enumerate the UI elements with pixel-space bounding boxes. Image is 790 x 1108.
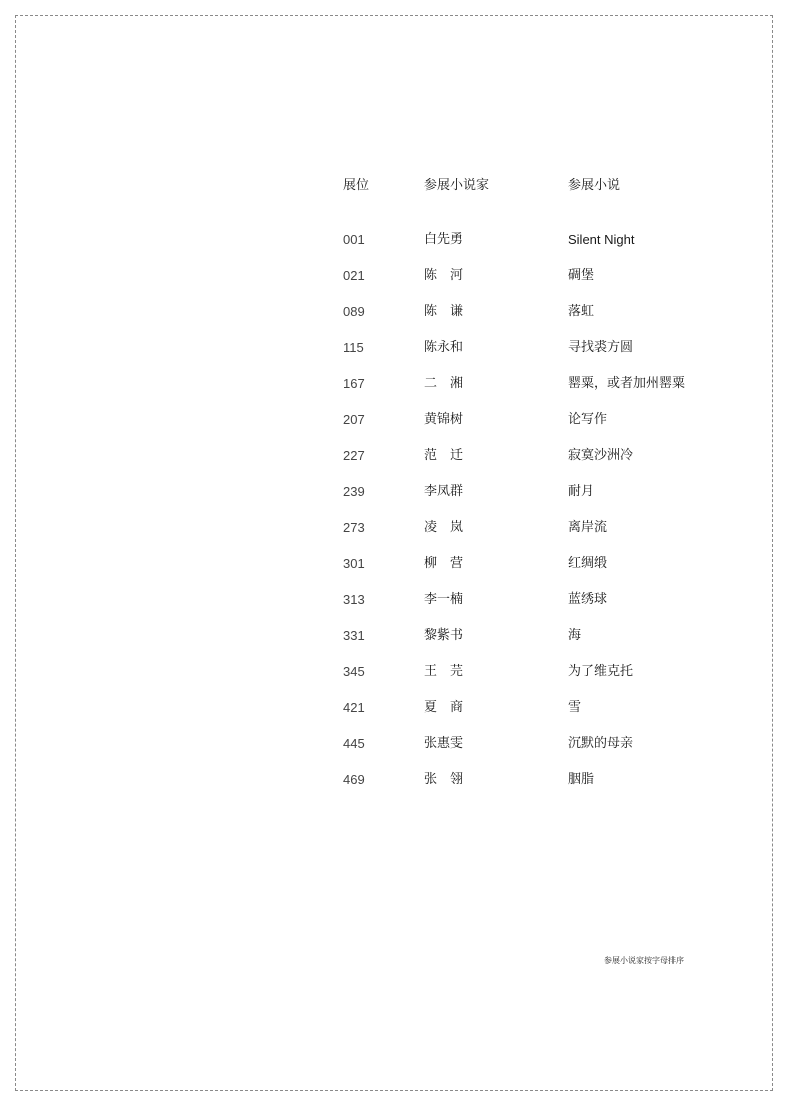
booth-number: 421 — [343, 700, 365, 715]
booth-number: 167 — [343, 376, 365, 391]
author-name: 李凤群 — [424, 484, 464, 499]
booth-number: 469 — [343, 772, 365, 787]
header-booth: 展位 — [343, 178, 370, 193]
novel-title: 为了维克托 — [568, 664, 634, 679]
booth-number: 239 — [343, 484, 365, 499]
author-name: 陈永和 — [424, 340, 464, 355]
author-name: 柳 营 — [424, 556, 464, 571]
author-name: 白先勇 — [424, 232, 464, 247]
header-novel: 参展小说 — [568, 178, 621, 193]
table-row — [343, 374, 723, 394]
author-name: 黎紫书 — [424, 628, 464, 643]
booth-number: 345 — [343, 664, 365, 679]
table-row — [343, 410, 723, 430]
novel-title: 论写作 — [568, 412, 608, 427]
novel-title: 寂寞沙洲冷 — [568, 448, 634, 463]
table-header — [343, 176, 723, 196]
booth-number: 313 — [343, 592, 365, 607]
novel-title: Silent Night — [568, 232, 635, 247]
booth-number: 227 — [343, 448, 365, 463]
table-row — [343, 266, 723, 286]
author-name: 王 芫 — [424, 664, 464, 679]
novel-title: 雪 — [568, 700, 582, 715]
booth-number: 089 — [343, 304, 365, 319]
table-row — [343, 554, 723, 574]
author-name: 凌 岚 — [424, 520, 464, 535]
booth-number: 207 — [343, 412, 365, 427]
novel-title: 罂粟，或者加州罂粟 — [568, 376, 686, 391]
novel-title: 离岸流 — [568, 520, 608, 535]
booth-number: 331 — [343, 628, 365, 643]
booth-number: 273 — [343, 520, 365, 535]
table-row — [343, 338, 723, 358]
sort-order-note: 参展小说家按字母排序 — [604, 956, 684, 965]
table-row — [343, 482, 723, 502]
novel-title: 落虹 — [568, 304, 595, 319]
novel-title: 蓝绣球 — [568, 592, 608, 607]
novel-title: 碉堡 — [568, 268, 595, 283]
table-row — [343, 230, 723, 250]
author-name: 张 翎 — [424, 772, 464, 787]
table-row — [343, 662, 723, 682]
table-row — [343, 770, 723, 790]
booth-number: 001 — [343, 232, 365, 247]
table-row — [343, 734, 723, 754]
author-name: 李一楠 — [424, 592, 464, 607]
booth-number: 115 — [343, 340, 364, 355]
author-name: 范 迁 — [424, 448, 464, 463]
booth-number: 445 — [343, 736, 365, 751]
novel-title: 红绸缎 — [568, 556, 608, 571]
table-row — [343, 446, 723, 466]
table-row — [343, 302, 723, 322]
author-name: 二 湘 — [424, 376, 464, 391]
novel-title: 耐月 — [568, 484, 595, 499]
table-row — [343, 518, 723, 538]
booth-number: 021 — [343, 268, 365, 283]
novel-title: 胭脂 — [568, 772, 595, 787]
booth-number: 301 — [343, 556, 365, 571]
novel-title: 寻找裘方圆 — [568, 340, 634, 355]
author-name: 夏 商 — [424, 700, 464, 715]
novel-title: 沉默的母亲 — [568, 736, 634, 751]
author-name: 黄锦树 — [424, 412, 464, 427]
header-author: 参展小说家 — [424, 178, 490, 193]
author-name: 陈 谦 — [424, 304, 464, 319]
table-row — [343, 698, 723, 718]
author-name: 张惠雯 — [424, 736, 464, 751]
author-name: 陈 河 — [424, 268, 464, 283]
table-row — [343, 590, 723, 610]
table-row — [343, 626, 723, 646]
novel-title: 海 — [568, 628, 582, 643]
